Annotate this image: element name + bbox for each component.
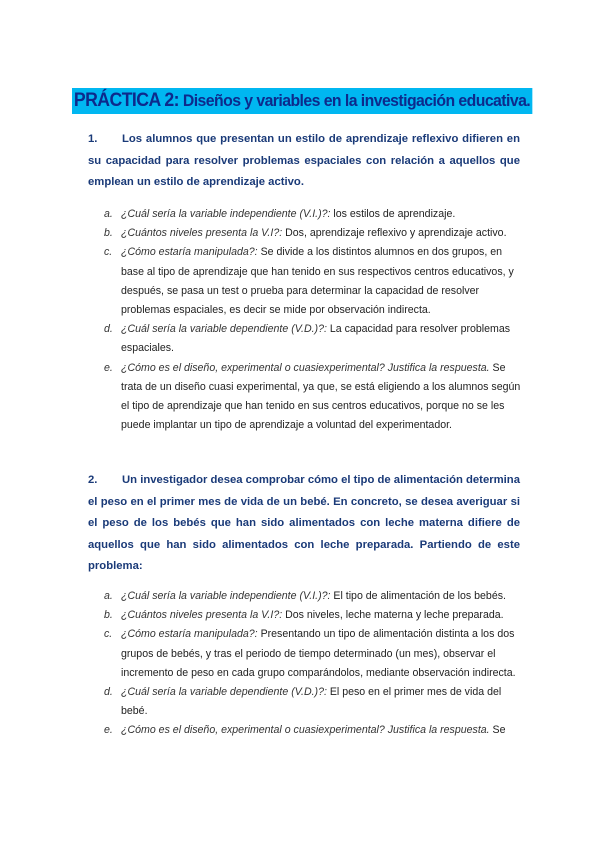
item-question: ¿Cómo es el diseño, experimental o cuasiexperimental? Justifica la respuesta. [121, 361, 490, 374]
item-answer: los estilos de aprendizaje. [330, 208, 456, 220]
item-answer: El peso en el primer mes de vida del bebé. [121, 686, 502, 718]
item-answer: El tipo de alimentación de los bebés. [330, 590, 506, 602]
item-marker: b. [104, 609, 113, 622]
item-marker: b. [104, 227, 113, 240]
list-item [104, 625, 524, 683]
list-item [104, 205, 524, 224]
item-question: ¿Cuál sería la variable independiente (V.I.)?: [121, 590, 331, 602]
question-1-number: 1. [88, 133, 98, 145]
list-item [104, 587, 524, 606]
item-marker: e. [104, 724, 113, 737]
item-answer: Dos niveles, leche materna y leche preparada. [282, 609, 504, 622]
item-question: ¿Cómo estaría manipulada?: [121, 628, 258, 641]
question-1-text: Los alumnos que presentan un estilo de aprendizaje reflexivo difieren en su capacidad para resolver problemas espaciales con relación a aquellos que emplean un estilo de aprendizaje activo. [88, 133, 520, 188]
list-item [104, 359, 524, 436]
item-answer: Se trata de un diseño cuasi experimental, ya que, se está eligiendo a los alumnos según el tipo de aprendizaje que han tenido en sus centros educativos, porque no se les puede implantar un tipo de aprendizaje a voluntad del experimentador. [121, 361, 521, 432]
item-question: ¿Cómo estaría manipulada?: [121, 246, 258, 259]
question-1 [88, 129, 520, 194]
item-marker: e. [104, 361, 113, 374]
item-answer: Dos, aprendizaje reflexivo y aprendizaje activo. [282, 227, 507, 240]
item-question: ¿Cuál sería la variable dependiente (V.D.)?: [121, 323, 327, 336]
item-question: ¿Cómo es el diseño, experimental o cuasiexperimental? Justifica la respuesta. [121, 724, 490, 737]
item-question: ¿Cuántos niveles presenta la V.I?: [121, 609, 283, 622]
question-1-answers [104, 205, 524, 435]
question-2 [88, 470, 520, 578]
list-item [104, 243, 524, 320]
item-marker: d. [104, 323, 113, 336]
item-answer: Presentando un tipo de alimentación distinta a los dos grupos de bebés, y tras el periodo de tiempo determinado (un mes), observar el incremento de peso en cada grupo comparándolos, mediante observación indirecta. [121, 628, 516, 679]
question-2-number: 2. [88, 474, 98, 486]
question-2-text: Un investigador desea comprobar cómo el tipo de alimentación determina el peso en el primer mes de vida de un bebé. En concreto, se desea averiguar si el peso de los bebés que han sido alimentados con leche materna difiere de aquellos que han sido alimentados con leche preparada. Partiendo de este problema: [88, 474, 520, 572]
item-marker: d. [104, 686, 113, 699]
list-item [104, 224, 524, 243]
page-title [72, 88, 532, 114]
question-2-answers [104, 587, 524, 741]
list-item [104, 683, 524, 721]
item-marker: c. [104, 628, 113, 641]
item-question: ¿Cuál sería la variable independiente (V.I.)?: [121, 208, 331, 220]
item-answer: La capacidad para resolver problemas espaciales. [121, 323, 511, 355]
item-answer: Se divide a los distintos alumnos en dos grupos, en base al tipo de aprendizaje que han tenido en sus respectivos centros educativos, y después, se pasa un test o prueba para determinar la capacidad de resolver problemas espaciales, es decir se mide por observación indirecta. [121, 246, 514, 317]
title-prefix: PRÁCTICA 2: [73, 90, 179, 111]
item-answer: Se [489, 724, 506, 737]
item-marker: c. [104, 246, 113, 259]
item-question: ¿Cuál sería la variable dependiente (V.D.)?: [121, 686, 327, 699]
item-marker: a. [104, 590, 113, 602]
list-item [104, 320, 524, 358]
list-item [104, 606, 524, 625]
list-item [104, 721, 524, 740]
title-rest: Diseños y variables en la investigación educativa. [178, 91, 531, 110]
item-marker: a. [104, 208, 113, 220]
item-question: ¿Cuántos niveles presenta la V.I?: [121, 227, 283, 240]
